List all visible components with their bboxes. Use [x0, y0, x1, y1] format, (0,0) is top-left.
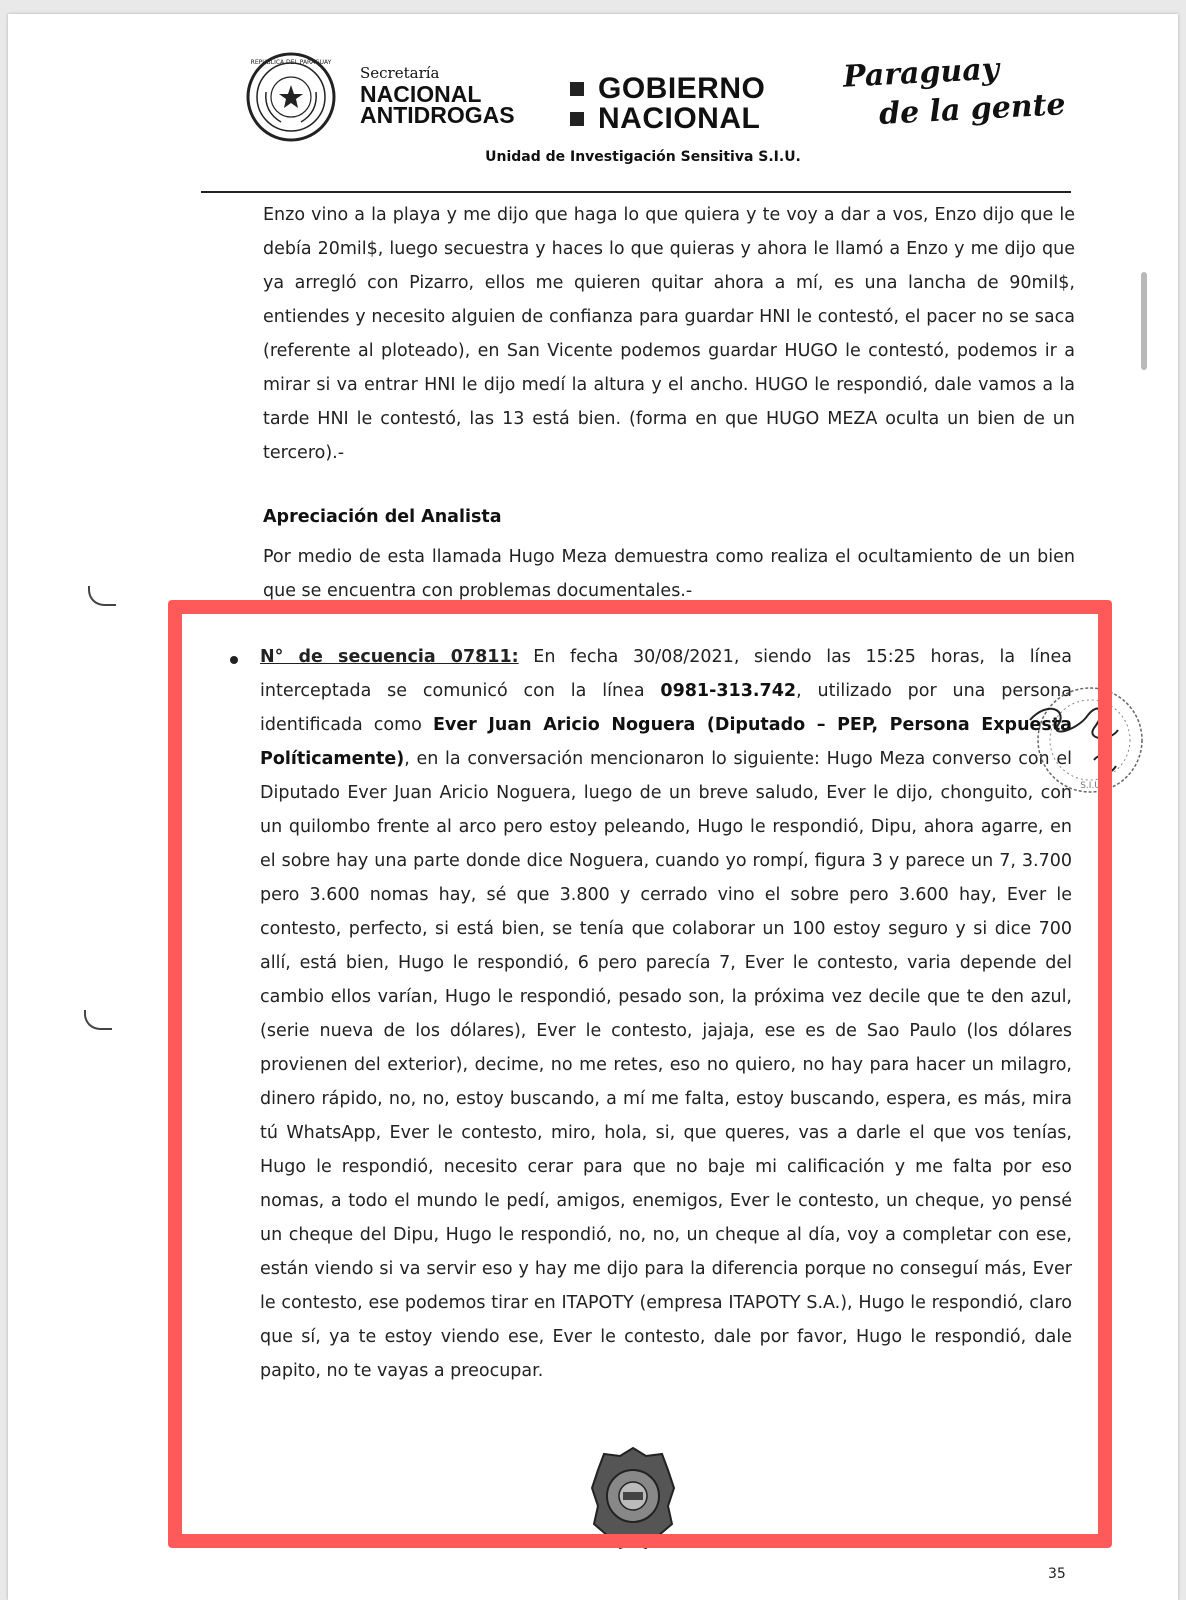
gobierno-line1: GOBIERNO: [598, 72, 766, 105]
scrollbar-thumb[interactable]: [1141, 272, 1147, 370]
sequence-text-b: , utilizado por una persona identificada como: [260, 681, 1072, 735]
slogan-line1: Paraguay: [842, 51, 1000, 95]
republic-seal-icon: [246, 52, 336, 142]
sequence-label: N° de secuencia 07811:: [260, 647, 519, 667]
stamp-text: S.I.U.: [1080, 781, 1104, 791]
senad-logo: [360, 66, 515, 126]
unit-title: Unidad de Investigación Sensitiva S.I.U.: [485, 149, 801, 165]
sequence-text-a: En fecha 30/08/2021, siendo las 15:25 horas, la línea interceptada se comunicó con la línea: [260, 647, 1072, 701]
slogan-logo: [842, 48, 1066, 133]
phone-number: 0981-313.742: [660, 681, 797, 701]
svg-text:REPUBLICA DEL PARAGUAY: REPUBLICA DEL PARAGUAY: [250, 59, 332, 66]
secretaria-label: Secretaría: [360, 64, 440, 82]
header-divider: [201, 191, 1071, 193]
person-name: Ever Juan Aricio Noguera (Diputado – PEP, Persona Expuesta Políticamente): [260, 715, 1072, 769]
gobierno-line2: NACIONAL: [598, 102, 761, 135]
secretaria-line2: ANTIDROGAS: [360, 102, 515, 128]
section-heading: Apreciación del Analista: [263, 507, 502, 527]
page-number: 35: [1048, 1566, 1066, 1582]
paragraph-1: Enzo vino a la playa y me dijo que haga lo que quiera y te voy a dar a vos, Enzo dijo que le debía 20mil$, luego secuestra y haces lo que quieras y ahora le llamó a Enzo y me dijo que ya arregló con Pizarro, ellos me quieren quitar ahora a mí, es una lancha de 90mil$, entiendes y necesito alguien de confianza para guardar HNI le contestó, el pacer no se saca (referente al ploteado), en San Vicente podemos guardar HUGO le contestó, podemos ir a mirar si va entrar HNI le dijo medí la altura y el ancho. HUGO le respondió, dale vamos a la tarde HNI le contestó, las 13 está bien. (forma en que HUGO MEZA oculta un bien de un tercero).-: [263, 205, 1075, 463]
slogan-line2: de la gente: [878, 87, 1067, 132]
punch-hole-mark: [84, 1010, 112, 1030]
highlight-box: [168, 600, 1112, 1548]
square-icon: [570, 82, 584, 96]
sequence-text-c: , en la conversación mencionaron lo siguiente: Hugo Meza converso con el Diputado Ever Juan Aricio Noguera, luego de un breve saludo, Ever le dijo, chonguito, con un quilombo frente al arco pero estoy peleando, Hugo le respondió, Dipu, ahora agarre, en el sobre hay una parte donde dice Noguera, cuando yo rompí, figura 3 y parece un 7, 3.700 pero 3.600 nomas hay, sé que 3.800 y cerrado vino el sobre pero 3.600 hay, Ever le contesto, perfecto, si está bien, se tenía que colaborar un 100 estoy seguro y si dice 700 allí, está bien, Hugo le respondió, 6 pero parecía 7, Ever le contesto, varia depende del cambio ellos varían, Hugo le respondió, pesado son, la próxima vez decile que te den azul, (serie nueva de los dólares), Ever le contesto, jajaja, ese es de Sao Paulo (los dólares provienen del exterior), decime, no me retes, eso no quiero, no hay para hacer un milagro, dinero rápido, no, no, estoy buscando, a mí me falta, estoy buscando, espera, es más, mira tú WhatsApp, Ever le contesto, miro, hola, si, que queres, vas a darle el que vos tenías, Hugo le respondió, necesito cerar para que no baje mi calificación y me falta por eso nomas, a todo el mundo le pedí, amigos, enemigos, Ever le contesto, un cheque, yo pensé un cheque del Dipu, Hugo le respondió, no, no, un cheque al día, voy a completar con ese, están viendo si va servir eso y hay me dijo para la diferencia porque no conseguí más, Ever le contesto, ese podemos tirar en ITAPOTY (empresa ITAPOTY S.A.), Hugo le respondió, claro que sí, ya te estoy viendo ese, Ever le contesto, dale por favor, Hugo le respondió, dale papito, no te vayas a preocupar.: [260, 749, 1072, 1381]
square-icon: [570, 112, 584, 126]
gobierno-nacional-logo: [570, 74, 765, 134]
secretaria-line1: NACIONAL: [360, 81, 482, 107]
punch-hole-mark: [88, 586, 116, 606]
paragraph-2: Por medio de esta llamada Hugo Meza demuestra como realiza el ocultamiento de un bien que se encuentra con problemas documentales.-: [263, 547, 1075, 601]
document-page: [8, 14, 1178, 1600]
